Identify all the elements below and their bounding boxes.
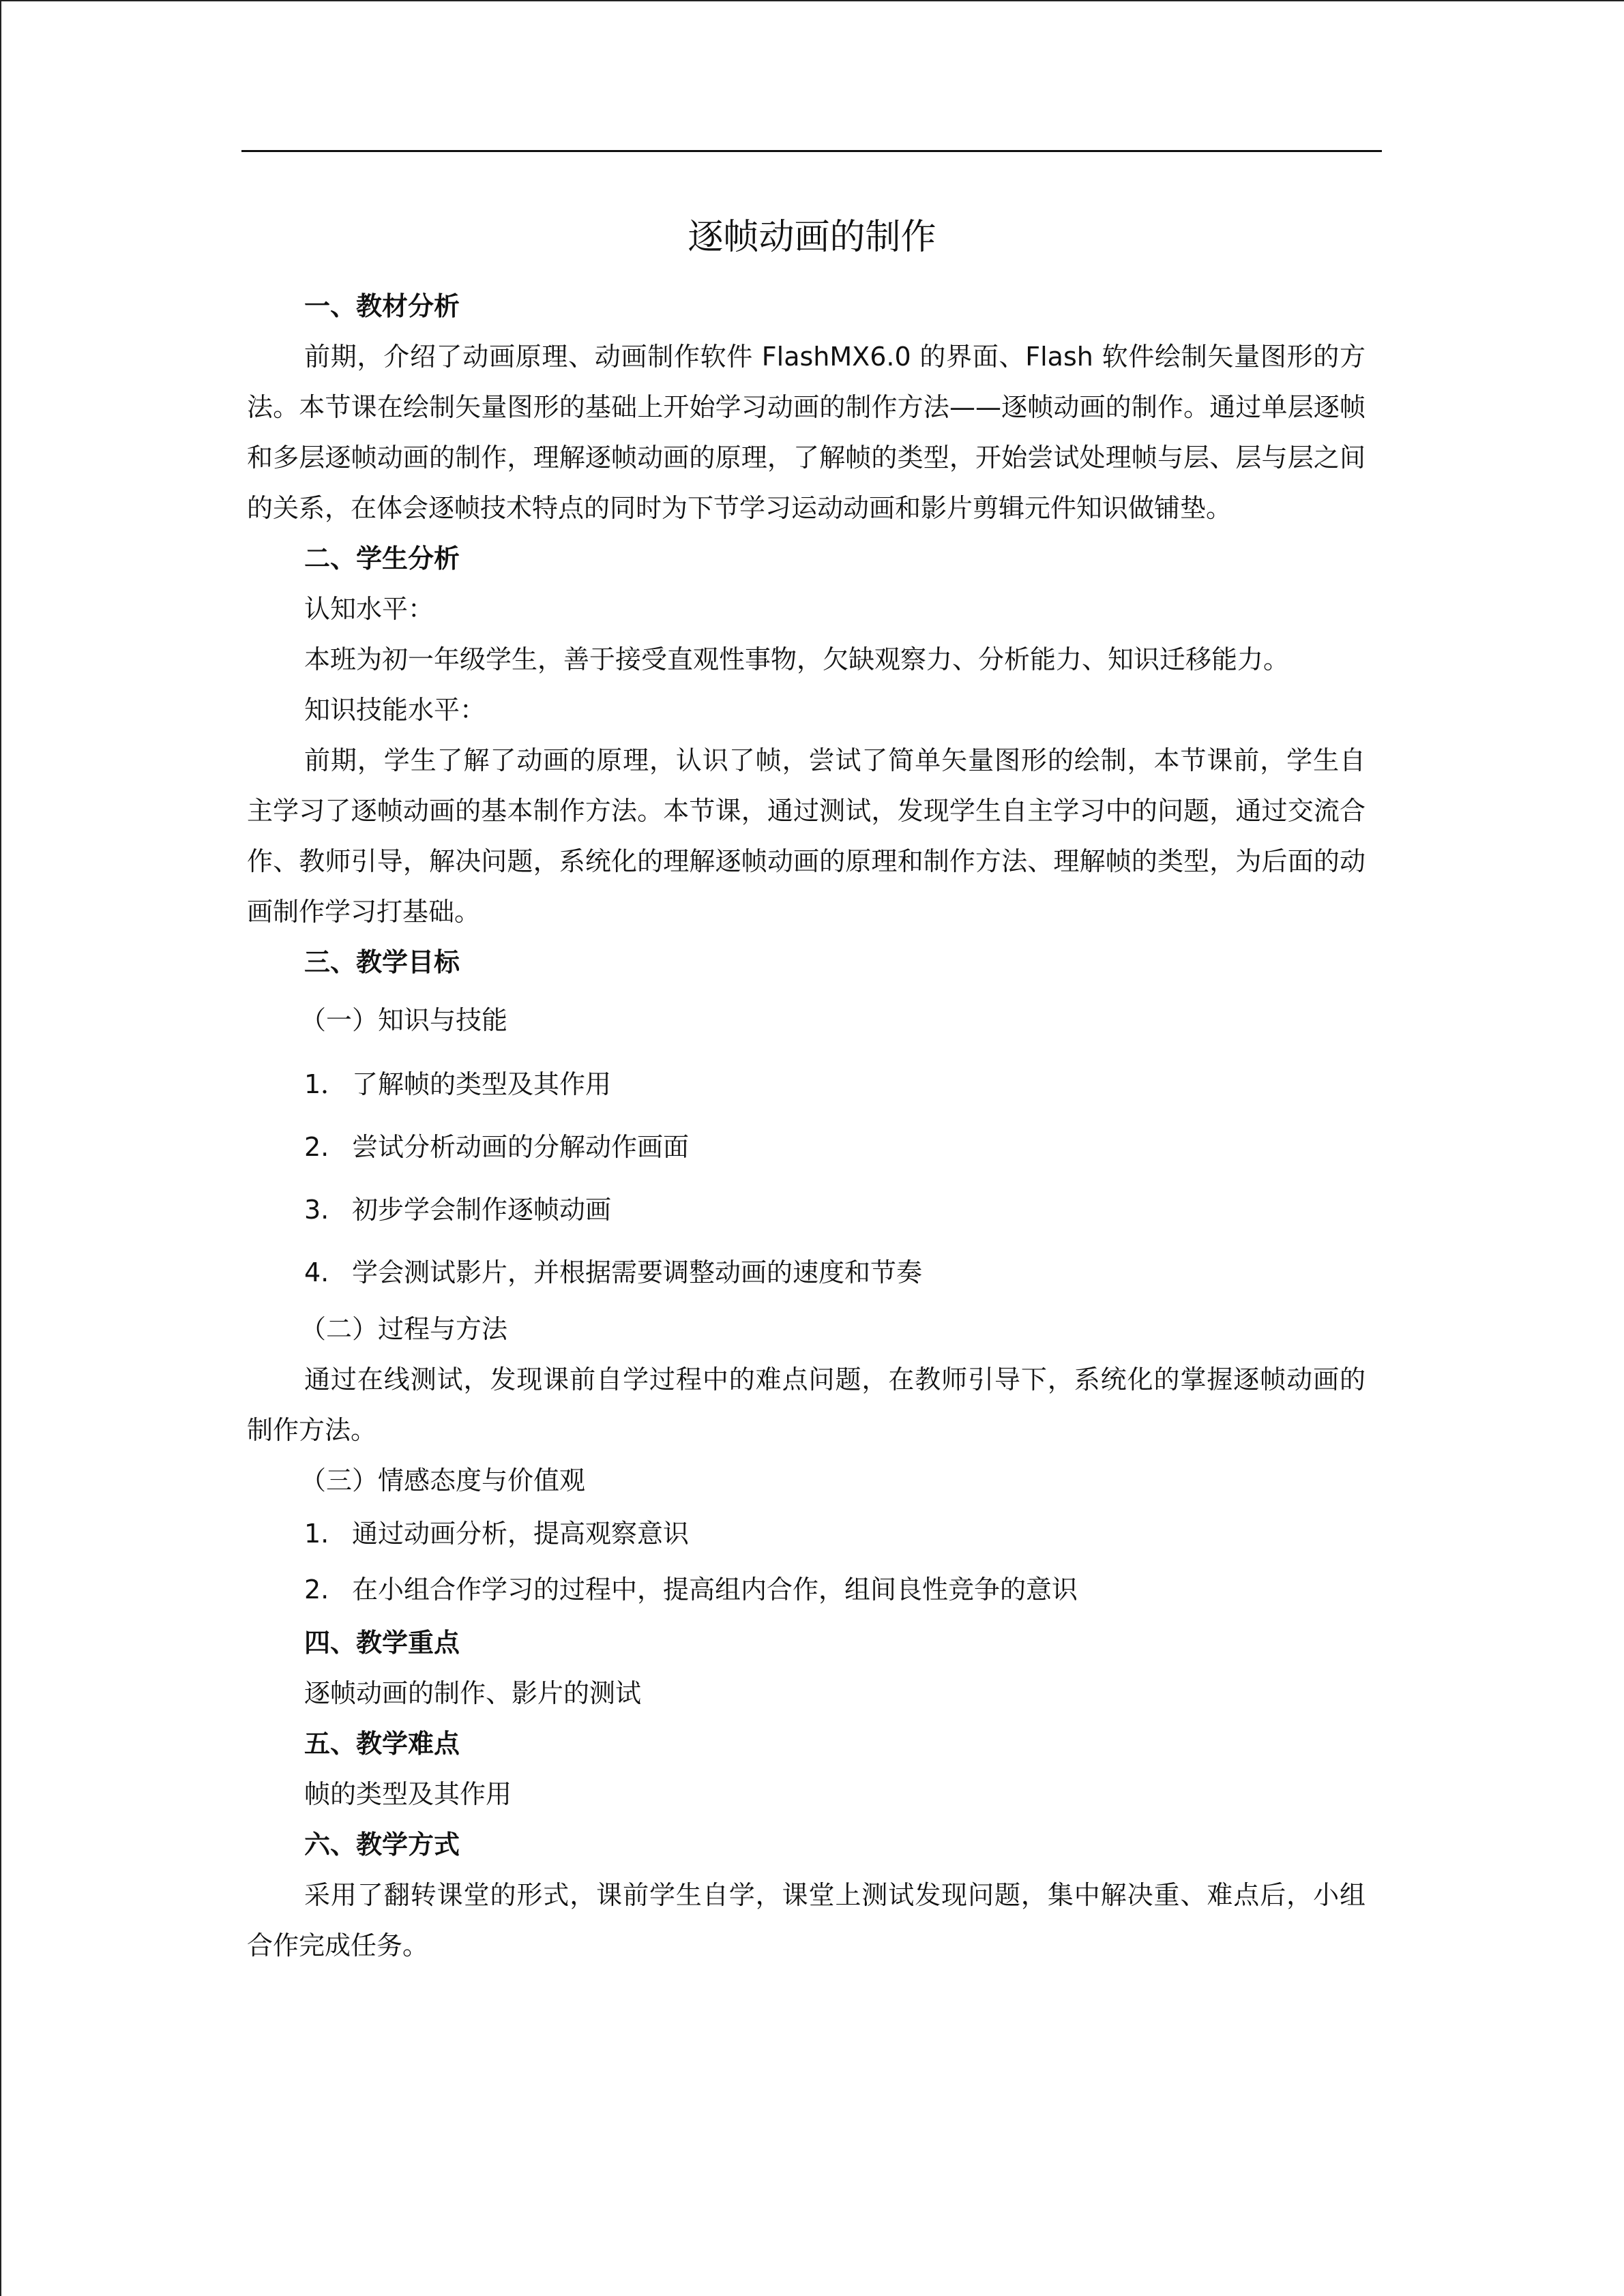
document-title: 逐帧动画的制作 (688, 217, 936, 258)
list-text: 了解帧的类型及其作用 (352, 1069, 612, 1099)
section-1-paragraph: 前期，介绍了动画原理、动画制作软件 FlashMX6.0 的界面、Flash 软件绘制矢量图形的方法。本节课在绘制矢量图形的基础上开始学习动画的制作方法——逐帧动画的制作。通过单层逐帧和多层逐帧动画的制作，理解逐帧动画的原理，了解帧的类型，开始尝试处理帧与层、层与层之间的关系，在体会逐帧技术特点的同时为下节学习运动动画和影片剪辑元件知识做铺垫。 (247, 342, 1365, 523)
list-item (304, 1053, 1365, 1116)
section-6-paragraph: 采用了翻转课堂的形式，课前学生自学，课堂上测试发现问题，集中解决重、难点后，小组合作完成任务。 (247, 1880, 1365, 1960)
list-number: 2. (304, 1132, 329, 1162)
list-text: 通过动画分析，提高观察意识 (352, 1519, 690, 1549)
subsection-attitude-values: （三）情感态度与价值观 (300, 1465, 586, 1495)
process-method-paragraph: 通过在线测试，发现课前自学过程中的难点问题，在教师引导下，系统化的掌握逐帧动画的制作方法。 (247, 1365, 1365, 1445)
skill-level-paragraph: 前期，学生了解了动画的原理，认识了帧，尝试了简单矢量图形的绘制，本节课前，学生自主学习了逐帧动画的基本制作方法。本节课，通过测试，发现学生自主学习中的问题，通过交流合作、教师引导，解决问题，系统化的理解逐帧动画的原理和制作方法、理解帧的类型，为后面的动画制作学习打基础。 (247, 745, 1365, 927)
list-number: 2. (304, 1575, 329, 1605)
section-4-text: 逐帧动画的制作、影片的测试 (304, 1678, 642, 1708)
list-text: 尝试分析动画的分解动作画面 (352, 1132, 690, 1162)
list-item (304, 1178, 1365, 1241)
list-number: 1. (304, 1519, 329, 1549)
list-text: 学会测试影片，并根据需要调整动画的速度和节奏 (352, 1257, 923, 1287)
section-heading-1: 一、教材分析 (304, 291, 460, 321)
cognitive-level-label: 认知水平： (304, 594, 434, 624)
list-number: 4. (304, 1257, 329, 1287)
section-heading-3: 三、教学目标 (304, 947, 460, 977)
document-body (247, 281, 1365, 1971)
list-item (304, 1506, 1365, 1562)
list-item (304, 1241, 1365, 1304)
section-heading-6: 六、教学方式 (304, 1830, 460, 1860)
header-rule (241, 150, 1382, 152)
list-number: 1． (304, 1069, 347, 1099)
skill-level-label: 知识技能水平： (304, 695, 486, 725)
section-heading-4: 四、教学重点 (304, 1628, 460, 1658)
section-heading-5: 五、教学难点 (304, 1729, 460, 1759)
list-text: 初步学会制作逐帧动画 (352, 1195, 612, 1225)
list-text: 在小组合作学习的过程中，提高组内合作，组间良性竞争的意识 (352, 1575, 1078, 1605)
subsection-process-method: （二）过程与方法 (300, 1314, 508, 1344)
list-item (304, 1562, 1365, 1617)
list-number: 3. (304, 1195, 329, 1225)
section-5-text: 帧的类型及其作用 (304, 1779, 512, 1809)
list-item (304, 1116, 1365, 1178)
subsection-knowledge-skills: （一）知识与技能 (300, 1005, 508, 1035)
section-heading-2: 二、学生分析 (304, 543, 460, 573)
cognitive-level-paragraph: 本班为初一年级学生，善于接受直观性事物，欠缺观察力、分析能力、知识迁移能力。 (304, 644, 1290, 674)
